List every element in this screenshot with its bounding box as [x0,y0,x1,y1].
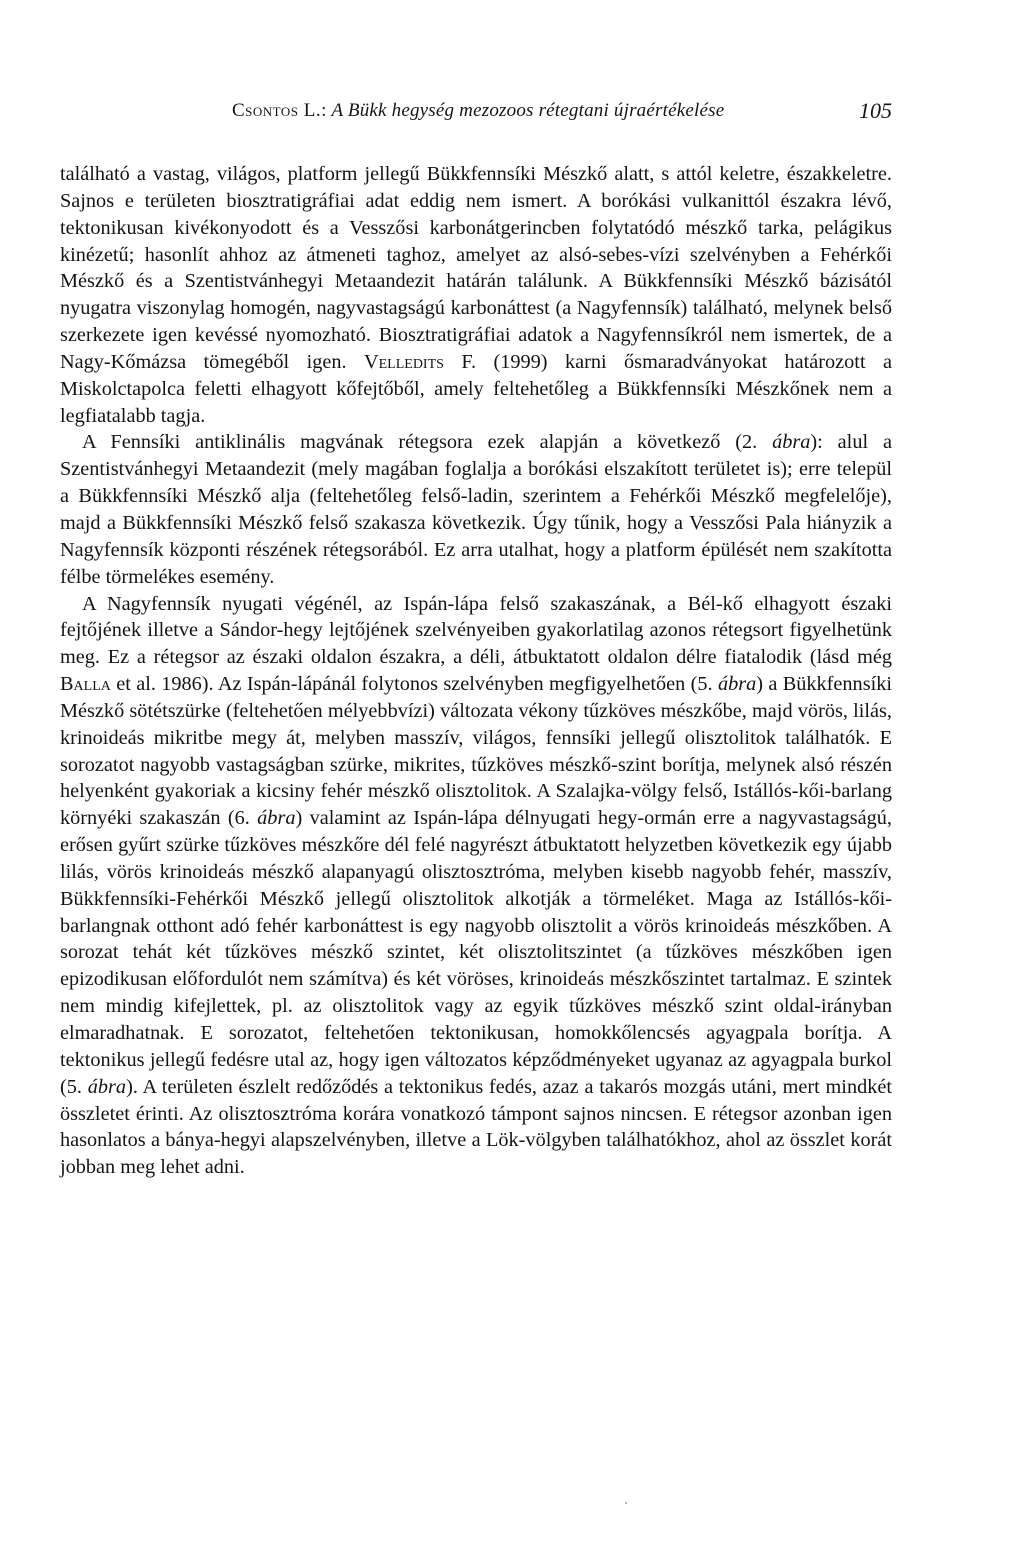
paragraph-3-text-cont: ). A területen észlelt redőződés a tektonikus fedés, azaz a takarós mozgás utáni, mert mindkét összletet érinti. Az olisztosztróma korára vonatkozó támpont sajnos nincsen. E rétegsor azonban igen hasonlatos a bánya-hegyi alapszelvényben, illetve a Lök-völgyben találhatókhoz, ahol az összlet korát jobban meg lehet adni. [60,1075,893,1179]
author-citation-velledits: Velledits F. [363,350,477,373]
paragraph-2-text: A Fennsíki antiklinális magvának rétegsora ezek alapján a következő (2. [82,431,773,454]
paragraph-3-text-cont: ) a Bükkfennsíki Mészkő sötétszürke (feltehetően mélyebbvízi) változata vékony tűzköves mészkőbe, majd vörös, lilás, krinoideás mikritbe megy át, melyben masszív, világos, fennsíki jellegű olisztolitok találhatók. E sorozatot nagyobb vastagságban szürke, mikrites, tűzköves mészkő-szint borítja, melynek alsó részén helyenként gyakoriak a kicsiny fehér mészkő olisztolitok. A Szalajka-völgy felső, Istállós-kői-barlang környéki szakaszán (6. [60,673,893,830]
running-title [232,100,724,122]
figure-reference: ábra [772,431,811,454]
paragraph-3-text-cont: ) valamint az Ispán-lápa délnyugati hegy-ormán erre a nagyvastagságú, erősen gyűrt szürke tűzköves mészkőre dél felé nagyrészt átbuktatott helyzetben következik egy újabb lilás, vörös krinoideás mészkő alapanyagú olisztosztróma, melyben kisebb nagyobb fehér, masszív, Bükkfennsíki-Fehérkői Mészkő jellegű olisztolitok alkotják a törmeléket. Maga az Istállós-kői-barlangnak otthont adó fehér karbonáttest is egy nagyobb olisztolit a vörös krinoideás mészkőben. A sorozat tehát két tűzköves mészkő szintet, két olisztolitszintet (a tűzköves mészkőben igen epizodikusan előfordulót nem számítva) és két vöröses, krinoideás mészkőszintet tartalmaz. E szintek nem mindig kifejlettek, pl. az olisztolitok vagy az egyik tűzköves mészkő szint oldal-irányban elmaradhatnak. E sorozatot, feltehetően tektonikusan, homokkőlencsés agyagpala borítja. A tektonikus jellegű fedésre utal az, hogy igen változatos képződményeket ugyanaz az agyagpala burkol (5. [60,807,892,1098]
paragraph-2 [60,429,892,590]
figure-reference: ábra [87,1075,127,1098]
paragraph-1-text: található a vastag, világos, platform jellegű Bükkfennsíki Mészkő alatt, s attól keletre, északkeletre. Sajnos e területen biosztratigráfiai adat eddig nem ismert. A borókási vulkanittól északra lévő, tektonikusan kivékonyodott és a Vesszősi karbonátgerincben folytatódó mészkő tarka, pelágikus kinézetű; hasonlít ahhoz az átmeneti taghoz, amelyet az alsó-sebes-vízi szelvényben a Fehérkői Mészkő és a Szentistvánhegyi Metaandezit határán találunk. A Bükkfennsíki Mészkő bázisától nyugatra viszonylag homogén, nagyvastagságú karbonáttest (a Nagyfennsík) található, melynek belső szerkezete igen kevéssé nyomozható. Biosztratigráfiai adatok a Nagyfennsíkról nem ismertek, de a Nagy-Kőmázsa tömegéből igen. [60,163,892,373]
paragraph-3-text-cont: et al. 1986). Az Ispán-lápánál folytonos szelvényben megfigyelhetően (5. [110,673,718,696]
paragraph-1-text-cont: (1999) karni ősmaradványokat határozott a Miskolctapolca feletti elhagyott kőfejtőből, amely feltehetőleg a Bükkfennsíki Mészkőnek nem a legfiatalabb tagja. [60,350,892,427]
figure-reference: ábra [257,807,296,830]
body-text [60,161,892,1181]
header-author: Csontos L.: [232,100,327,121]
figure-reference: ábra [717,673,757,696]
running-header [232,100,892,130]
paragraph-3 [60,591,892,1182]
page-number: 105 [859,98,892,123]
author-citation-balla: Balla [60,673,111,696]
paragraph-1 [60,161,892,429]
paragraph-2-text-cont: ): alul a Szentistvánhegyi Metaandezit (mely magában foglalja a borókási elszakított területet is); erre települ a Bükkfennsíki Mészkő alja (feltehetőleg felső-ladin, szerintem a Fehérkői Mészkő megfelelője), majd a Bükkfennsíki Mészkő felső szakasza következik. Úgy tűnik, hogy a Vesszősi Pala hiányzik a Nagyfennsík központi részének rétegsorából. Ez arra utalhat, hogy a platform épülését nem szakította félbe törmelékes esemény. [60,431,892,588]
paragraph-3-text: A Nagyfennsík nyugati végénél, az Ispán-lápa felső szakaszának, a Bél-kő elhagyott északi fejtőjének illetve a Sándor-hegy lejtőjének szelvényeiben gyakorlatilag azonos rétegsort figyelhetünk meg. Ez a rétegsor az északi oldalon északra, a déli, átbuktatott oldalon délre fiatalodik (lásd még [60,592,892,669]
scan-speck [625,1502,627,1504]
header-title: A Bükk hegység mezozoos rétegtani újraértékelése [331,100,725,121]
